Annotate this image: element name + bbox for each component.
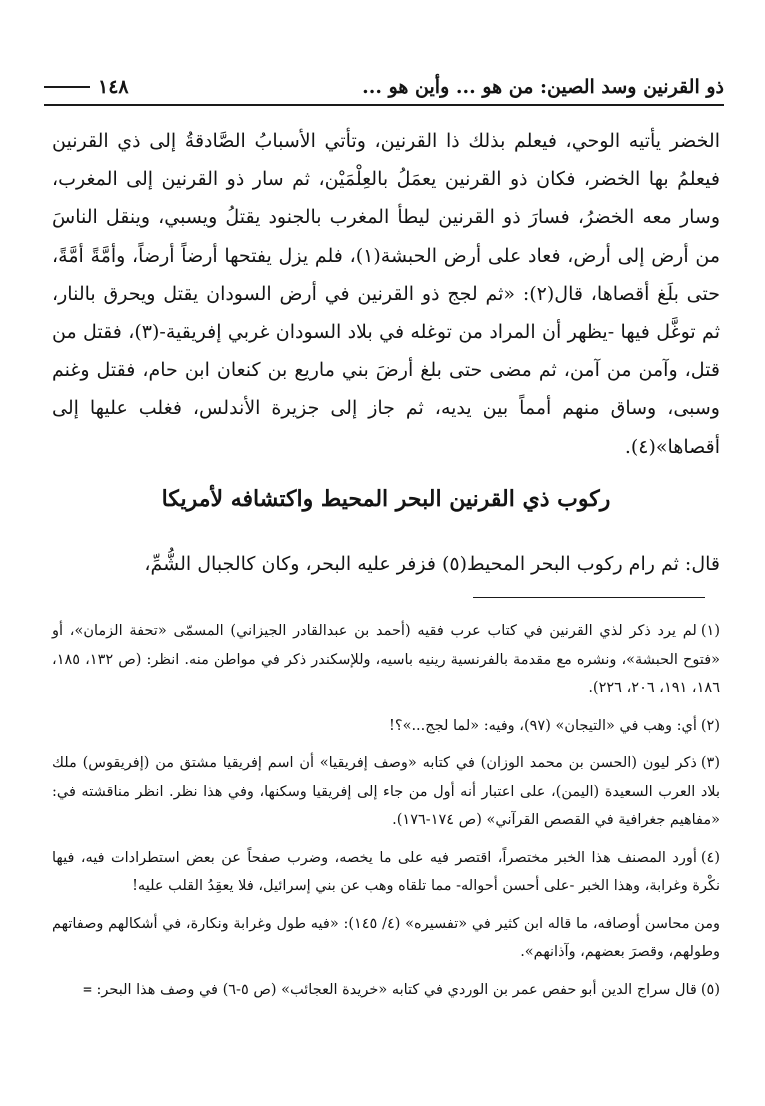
section-text xyxy=(52,545,720,583)
footnote-4 xyxy=(52,844,720,901)
continuation-mark: = xyxy=(83,981,92,998)
footnote-text: ومن محاسن أوصافه، ما قاله ابن كثير في «تفسيره» (٤/ ١٤٥): «فيه طول وغرابة ونكارة، في أشكالهم وصفاتهم وطولهم، وقصرَ بعضهم، وآذانهم». xyxy=(52,915,720,960)
footnote-text: قال سراج الدين أبو حفص عمر بن الوردي في كتابه «خريدة العجائب» (ص ٥-٦) في وصف هذا البحر: xyxy=(96,981,697,998)
footnote-separator xyxy=(473,597,705,598)
running-header xyxy=(44,58,724,106)
footnote-number: (٣) xyxy=(700,755,720,771)
footnote-4-continued xyxy=(52,910,720,967)
footnote-1 xyxy=(52,617,720,703)
footnote-5 xyxy=(52,976,720,1005)
footnote-text: أي: وهب في «التيجان» (٩٧)، وفيه: «لما لجج...»؟! xyxy=(389,717,697,734)
body-text xyxy=(52,122,720,466)
footnote-text: أورد المصنف هذا الخبر مختصراً، اقتصر فيه على ما يخصه، وضرب صفحاً عن بعض استطرادات فيه، فيها نكْرة وغرابة، وهذا الخبر -على أحسن أحواله- مما تلقاه وهب عن بني إسرائيل، فلا يعقِدُ القلب عليه! xyxy=(52,849,720,894)
section-first-line: قال: ثم رام ركوب البحر المحيط(٥) فزفر عليه البحر، وكان كالجبال الشُّمِّ، xyxy=(144,553,720,575)
footnote-3 xyxy=(52,749,720,835)
running-title: ذو القرنين وسد الصين: من هو ... وأين هو ... xyxy=(362,76,724,98)
section-title: ركوب ذي القرنين البحر المحيط واكتشافه لأمريكا xyxy=(161,486,611,512)
footnote-number: (٢) xyxy=(700,717,720,734)
footnote-number: (٤) xyxy=(700,849,720,866)
page-number: ١٤٨ xyxy=(98,76,129,98)
page-number-block xyxy=(44,76,129,98)
footnote-number: (٥) xyxy=(700,981,720,998)
footnote-2 xyxy=(52,712,720,741)
footnote-text: لم يرد ذكر لذي القرنين في كتاب عرب فقيه (أحمد بن عبدالقادر الجيزاني) المسمّى «تحفة الزمان»، أو «فتوح الحبشة»، ونشره مع مقدمة بالفرنسية رينيه باسيه، وللإسكندر ذكر في مواطن منه. انظر: (ص ١٣٢، ١٨٥، ١٨٦، ١٩١، ٢٠٦، ٢٢٦). xyxy=(52,623,720,696)
body-paragraph: الخضر يأتيه الوحي، فيعلم بذلك ذا القرنين، وتأتي الأسبابُ الصَّادقةُ إلى ذي القرنين فيعلمُ بها الخضر، فكان ذو القرنين يعمَلُ بالعِلْمَيْن، ثم سار ذو القرنين إلى المغرب، وسار معه الخضرُ، فسارَ ذو القرنين ليطأ المغرب بالجنود يقتلُ ويسبي، وينقل الناسَ من أرض إلى أرض، فعاد على أرض الحبشة(١)، فلم يزل يفتحها أرضاً أرضاً، وأمَّةً أمَّةً، حتى بلَغ أقصاها، قال(٢): «ثم لجج ذو القرنين في أرض السودان يقتل ويحرق بالنار، ثم توغَّل فيها -يظهر أن المراد من توغله في بلاد السودان غربي إفريقية-(٣)، فقتل من قتل، وآمن من آمن، ثم مضى حتى بلغ أرضَ بني ماريع بن كنعان ابن حام، فقتل وغنم وسبى، وساق منهم أمماً بين يديه، ثم جاز إلى جزيرة الأندلس، فغلب عليها إلى أقصاها»(٤). xyxy=(52,130,720,458)
footnotes xyxy=(52,617,720,1013)
page-number-dash xyxy=(44,86,90,88)
footnote-text: ذكر ليون (الحسن بن محمد الوزان) في كتابه «وصف إفريقيا» أن اسم إفريقيا مشتق من (إفريقوس) ملك بلاد العرب السعيدة (اليمن)، على اعتبار أنه أول من جاء إلى إفريقيا وسكنها، وفي هذا نظر. انظر مناقشته في: «مفاهيم جغرافية في القصص القرآني» (ص ١٧٤-١٧٦). xyxy=(52,755,720,828)
footnote-number: (١) xyxy=(700,623,720,639)
